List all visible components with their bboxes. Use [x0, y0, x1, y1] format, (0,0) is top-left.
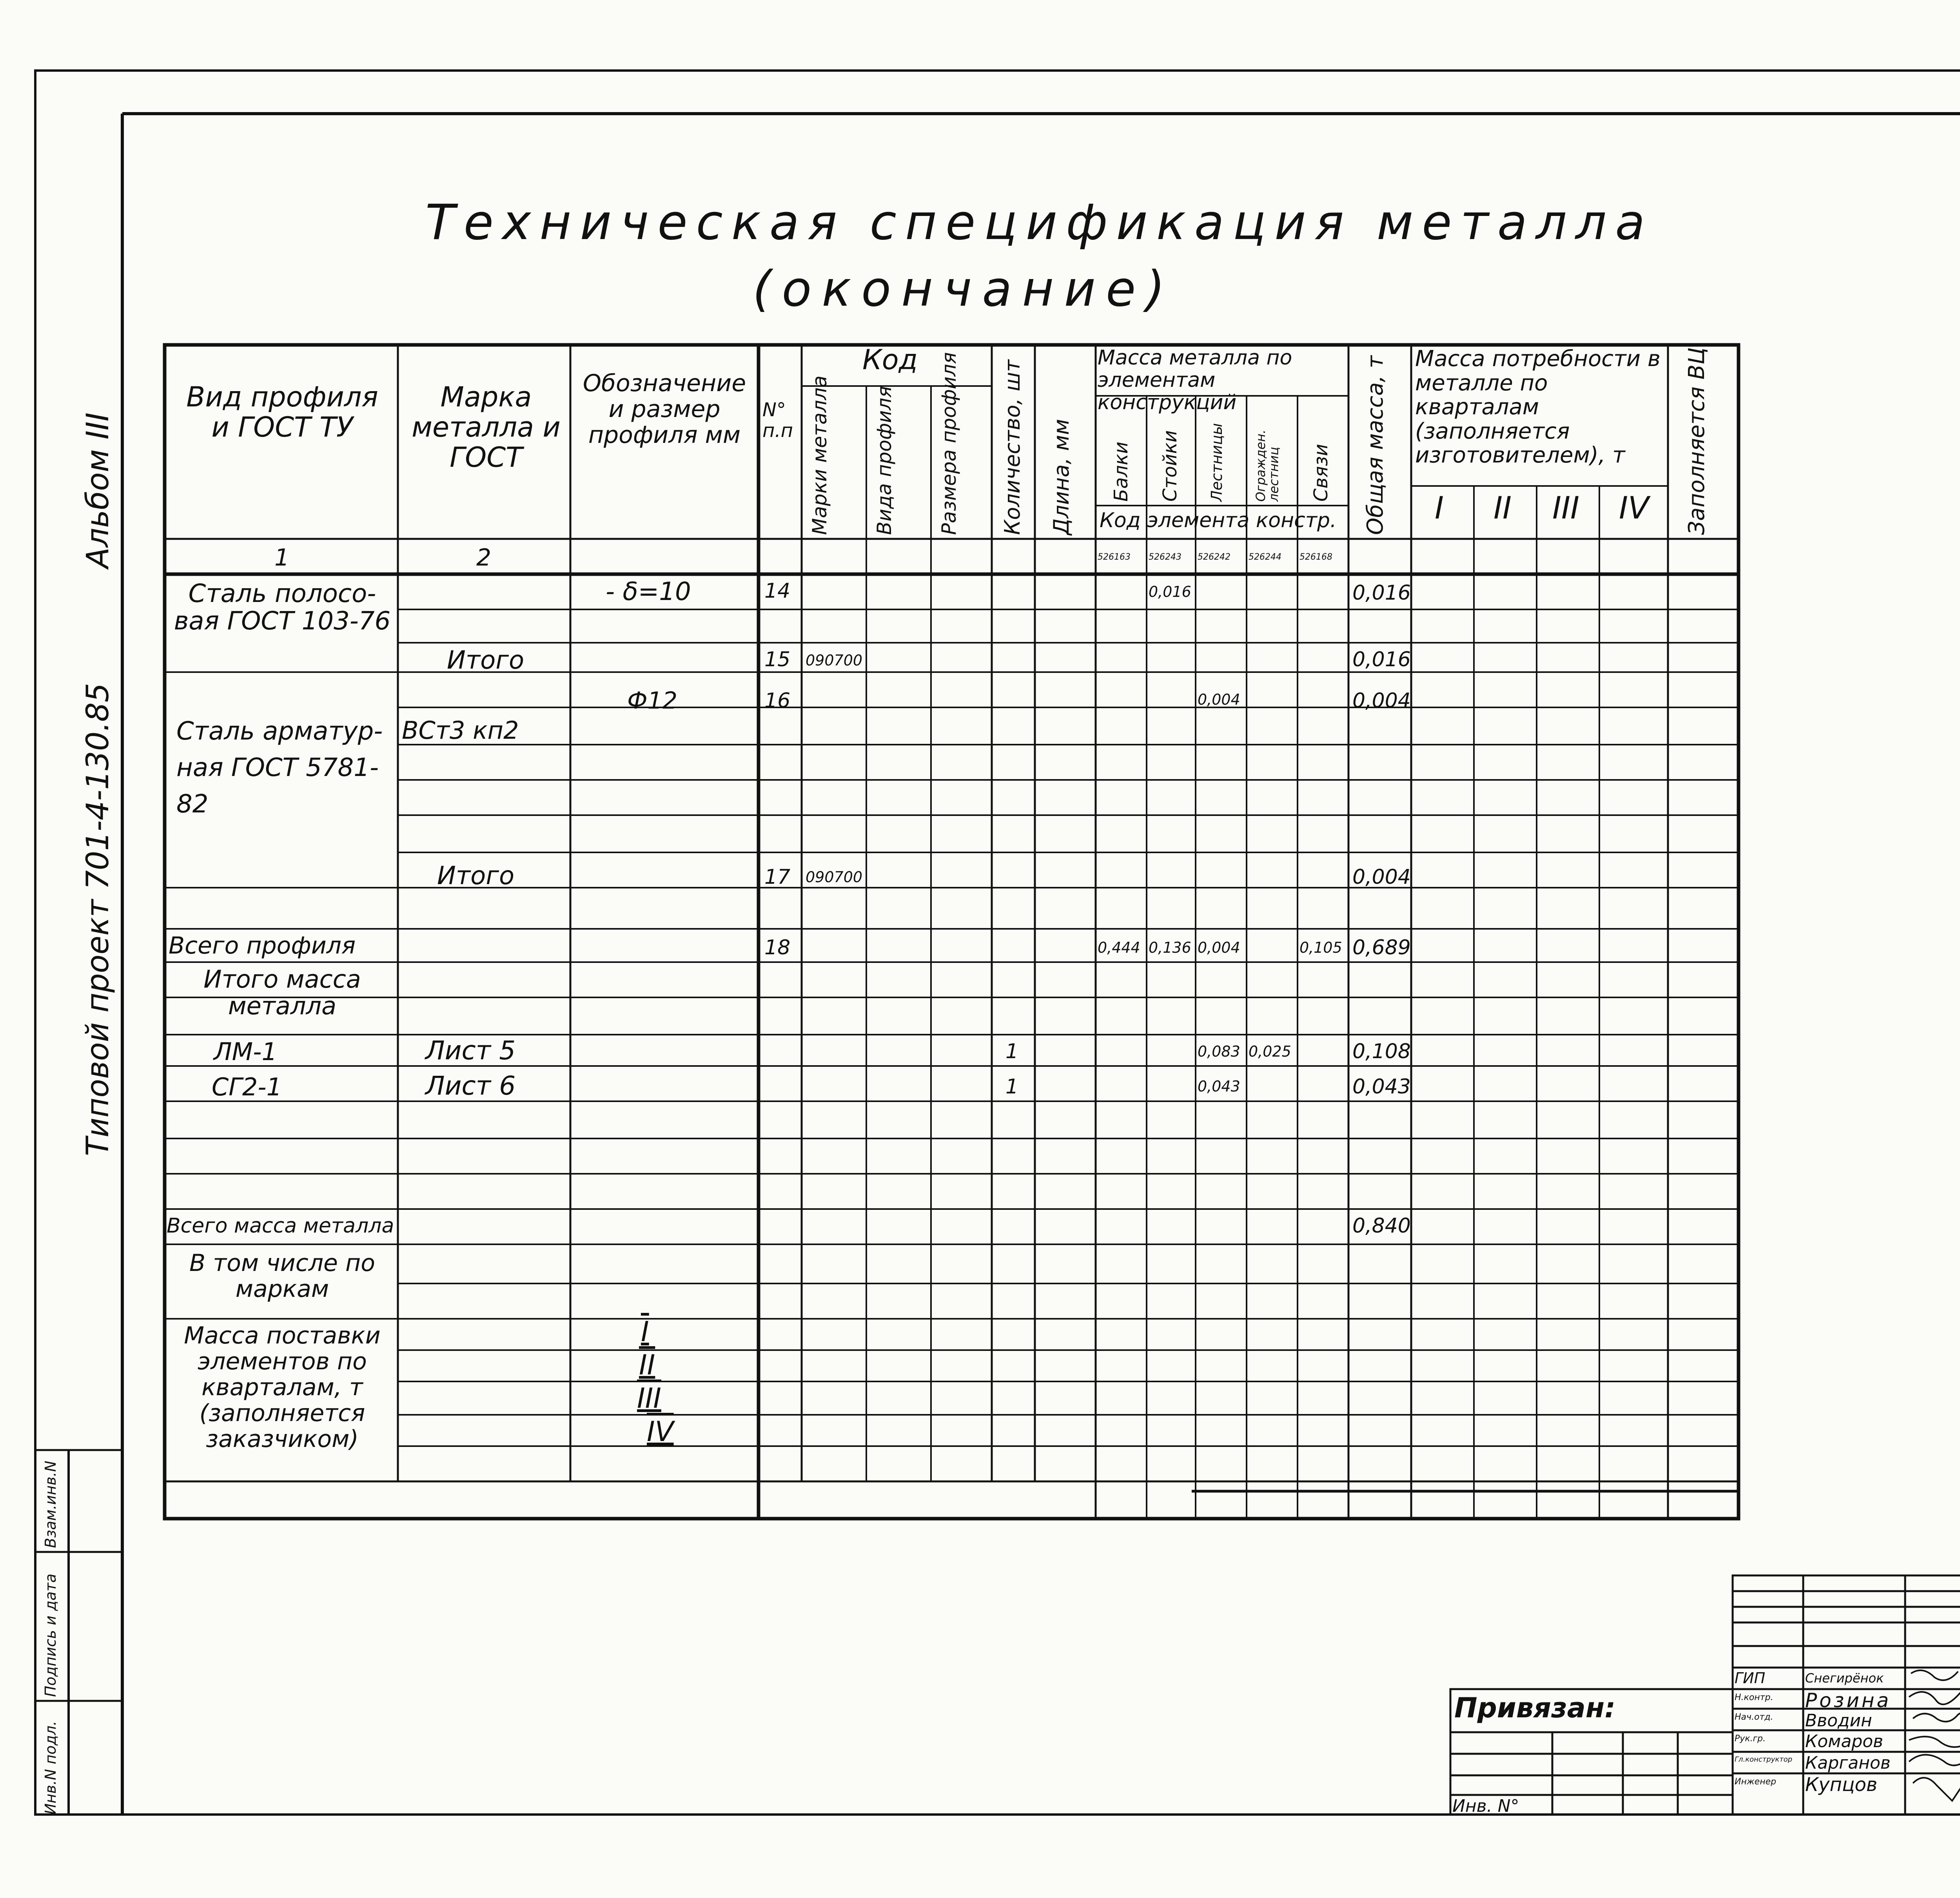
header-kod-elementa: Код элемента констр.: [1100, 509, 1337, 532]
header-kod-razmera: Размера профиля: [938, 352, 960, 535]
inv-n-label: Инв. N°: [1452, 1796, 1519, 1816]
row17-marka: Итого: [437, 861, 515, 890]
header-dlina: Длина, мм: [1049, 419, 1074, 535]
header-kod: Код: [862, 344, 918, 376]
row16-total: 0,004: [1352, 689, 1411, 712]
project-label: Типовой проект 701-4-130.85: [80, 683, 116, 1156]
header-np: N° п.п: [762, 399, 793, 442]
album-label: Альбом III: [80, 412, 116, 568]
col-number-2: 2: [476, 544, 492, 571]
row15-marka: Итого: [447, 646, 524, 675]
privyazan-label: Привязан:: [1454, 1692, 1616, 1724]
header-marka: Марка металла и ГОСТ: [412, 381, 561, 473]
name-1: Снегирёнок: [1805, 1671, 1884, 1686]
header-obshaya-massa: Общая масса, т: [1363, 355, 1388, 535]
header-massa-po-elementam: Масса металла по элементам конструкций: [1098, 346, 1292, 415]
header-massa-potrebnosti: Масса потребности в металле по кварталам (заполняется изготовителем), т: [1415, 346, 1661, 468]
itogo-massa-label: Итого масса металла: [203, 965, 361, 1021]
page-title: Техническая спецификация металла: [425, 194, 1654, 251]
row18-total: 0,689: [1352, 936, 1411, 959]
header-kolichestvo: Количество, шт: [1000, 359, 1025, 535]
header-ograzhdeniya: Огражден. лестниц: [1253, 430, 1281, 502]
sg21-marka: Лист 6: [425, 1071, 516, 1101]
header-kod-marki: Марки металла: [808, 375, 831, 535]
page-subtitle: (окончание): [753, 261, 1175, 317]
header-balki: Балки: [1110, 441, 1132, 502]
row15-total: 0,016: [1352, 648, 1411, 671]
row16-lestnitsy: 0,004: [1198, 691, 1240, 708]
sg21-lestnitsy: 0,043: [1198, 1078, 1240, 1095]
el-code-1: 526163: [1098, 552, 1131, 562]
name-2: Розина: [1805, 1689, 1891, 1712]
role-4: Рук.гр.: [1735, 1734, 1766, 1744]
lm1-lestnitsy: 0,083: [1198, 1043, 1240, 1060]
postavki-q1: I: [641, 1316, 649, 1348]
massa-postavki-label: Масса поставки элементов по кварталам, т (заполняется заказчиком): [184, 1322, 381, 1453]
role-1: ГИП: [1735, 1670, 1766, 1687]
side-inv-podl: Инв.N подл.: [42, 1721, 59, 1815]
el-code-5: 526168: [1299, 552, 1332, 562]
name-4: Комаров: [1805, 1731, 1884, 1751]
row16-oboznach: Ф12: [627, 687, 677, 714]
row17-kod: 090700: [806, 868, 863, 886]
role-2: Н.контр.: [1735, 1693, 1773, 1702]
sg21-vid: СГ2-1: [212, 1073, 282, 1101]
row15-kod: 090700: [806, 652, 863, 669]
row15-np: 15: [764, 648, 791, 671]
header-stoyki: Стойки: [1159, 430, 1181, 502]
row18-stoyki: 0,136: [1149, 939, 1191, 956]
v-tom-chisle-label: В том числе по маркам: [189, 1249, 375, 1303]
row18-balki: 0,444: [1098, 939, 1140, 956]
row18-lestnitsy: 0,004: [1198, 939, 1240, 956]
row14-total: 0,016: [1352, 581, 1411, 605]
quarter-4: IV: [1619, 491, 1649, 526]
name-6: Купцов: [1805, 1774, 1878, 1796]
lm1-ograzhd: 0,025: [1249, 1043, 1291, 1060]
quarter-3: III: [1552, 491, 1580, 526]
lm1-vid: ЛМ-1: [214, 1037, 277, 1066]
header-vid-profilya: Вид профиля и ГОСТ ТУ: [186, 381, 378, 443]
row18-np: 18: [764, 936, 791, 959]
side-vzam-inv: Взам.инв.N: [42, 1461, 59, 1548]
role-5: Гл.конструктор: [1735, 1755, 1793, 1764]
row16-marka: ВСт3 кп2: [402, 716, 519, 745]
row14-stoyki: 0,016: [1149, 583, 1191, 600]
role-3: Нач.отд.: [1735, 1712, 1773, 1722]
row17-total: 0,004: [1352, 865, 1411, 889]
lm1-kol: 1: [1005, 1040, 1019, 1063]
postavki-q4: IV: [647, 1416, 674, 1448]
header-oboznach: Обозначение и размер профиля мм: [583, 370, 746, 449]
vsego-massa-total: 0,840: [1352, 1214, 1411, 1238]
row17-np: 17: [764, 865, 791, 889]
row14-oboznach: - δ=10: [606, 577, 691, 606]
sg21-total: 0,043: [1352, 1075, 1411, 1099]
row18-vid: Всего профиля: [169, 932, 356, 959]
header-vc: Заполняется ВЦ: [1684, 347, 1710, 535]
row18-svyazi: 0,105: [1299, 939, 1342, 956]
row14-vid: Сталь полосо- вая ГОСТ 103-76: [174, 579, 391, 636]
el-code-4: 526244: [1249, 552, 1281, 562]
header-svyazi: Связи: [1310, 444, 1332, 502]
role-6: Инженер: [1735, 1777, 1777, 1787]
quarter-2: II: [1494, 491, 1512, 526]
row16-vid: Сталь арматур- ная ГОСТ 5781-82: [176, 717, 383, 819]
el-code-3: 526242: [1198, 552, 1230, 562]
postavki-q2: II: [639, 1349, 655, 1381]
el-code-2: 526243: [1149, 552, 1181, 562]
lm1-total: 0,108: [1352, 1040, 1411, 1063]
row14-np: 14: [764, 579, 791, 603]
name-5: Карганов: [1805, 1753, 1891, 1773]
header-kod-vida: Вида профиля: [873, 386, 896, 535]
quarter-1: I: [1435, 491, 1444, 526]
side-podpis-data: Подпись и дата: [42, 1574, 59, 1697]
row16-np: 16: [764, 689, 791, 712]
name-3: Вводин: [1805, 1711, 1872, 1731]
vsego-massa-vid: Всего масса металла: [167, 1214, 394, 1238]
header-lestnitsy: Лестницы: [1208, 423, 1225, 502]
lm1-marka: Лист 5: [425, 1035, 516, 1066]
sg21-kol: 1: [1005, 1075, 1019, 1099]
postavki-q3: III: [637, 1382, 661, 1414]
col-number-1: 1: [274, 544, 290, 571]
